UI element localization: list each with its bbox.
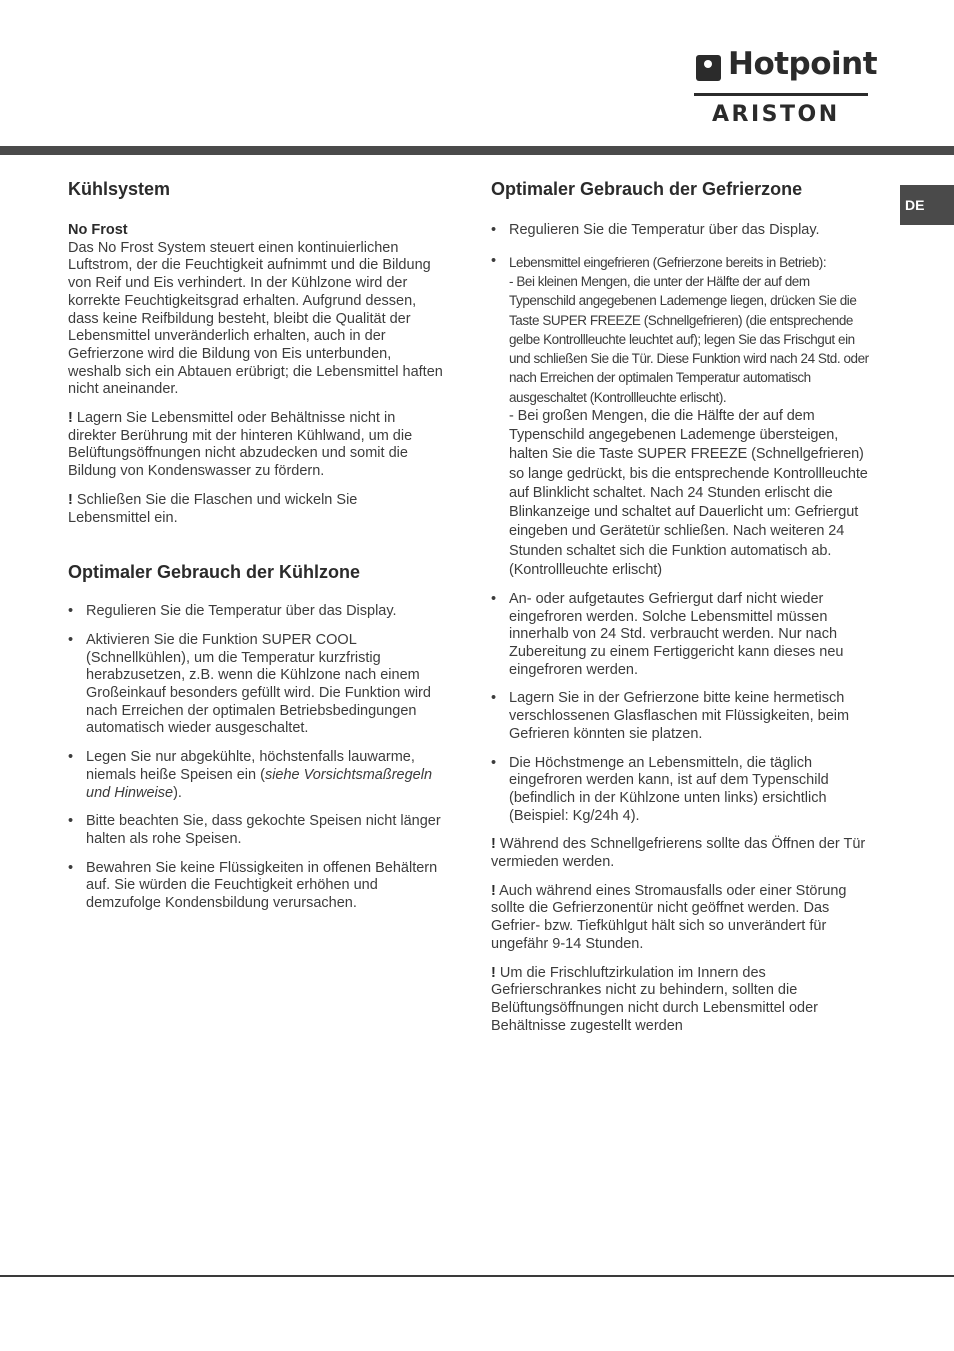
warning-paragraph [491, 836, 871, 871]
brand-sub: ARISTON [712, 102, 840, 127]
no-frost-text: Das No Frost System steuert einen kontinuierlichen Luftstrom, der die Feuchtigkeit aufnimmt und die Bildung von Reif und Eis verhindert. In der Kühlzone wird der korrekte Feuchtigkeitsgrad erhalten. Aufgrund dessen, dass keine Reifbildung besteht, bleibt die Qualität der Lebensmittel unveränderlich erhalten, auch in der Gefrierzone wird die Bildung von Eis unterbunden, weshalb sich ein Abtauen erübrigt; die Lebensmittel haften nicht aneinander. [68, 239, 443, 398]
warning-text: Lagern Sie Lebensmittel oder Behältnisse nicht in direkter Berührung mit der hinteren Kühlwand, um die Belüftungsöffnungen nicht abzudecken und somit die Bildung von Kondenswasser zu fördern. [68, 410, 413, 480]
warning-text: Um die Frischluftzirkulation im Innern des Gefrierschrankes nicht zu behindern, sollten die Belüftungsöffnungen nicht durch Lebensmittel oder Behältnisse zugestellt werden [491, 964, 819, 1034]
list-item: • Aktivieren Sie die Funktion SUPER COOL (Schnellkühlen), um die Temperatur kurzfristig herabzusetzen, z.B. wenn die Kühlzone nach einem Großeinkauf besonders gefüllt wird. Die Funktion wird nach Erreichen der optimalen Betriebsbedingungen automatisch wieder ausgeschaltet. [68, 632, 443, 738]
footer-rule [0, 1275, 954, 1277]
list-item-text: - Bei kleinen Mengen, die unter der Hälfte der auf dem Typenschild angegebenen Lademenge liegen, drücken Sie die Taste SUPER FREEZE (Schnellgefrieren) (die entsprechende gelbe Kontrollleuchte leuchtet auf); legen Sie das Frischgut ein und schließen Sie die Tür. Diese Funktion wird nach 24 Std. oder nach Erreichen der optimalen Temperatur automatisch ausgeschaltet (Kontrollleuchte erlischt). [509, 274, 869, 405]
list-item: • Bewahren Sie keine Flüssigkeiten in offenen Behältern auf. Sie würden die Feuchtigkeit erhöhen und demzufolge Kondensbildung verursachen. [68, 860, 443, 913]
list-item-text: - Bei großen Mengen, die die Hälfte der auf dem Typenschild angegebenen Lademenge übersteigen, halten Sie die Taste SUPER FREEZE (Schnellgefrieren) so lange gedrückt, bis die entsprechende Kontrollleuchte auf Blinklicht schaltet. Nach 24 Stunden erlischt die Blinkanzeige und schaltet auf Dauerlicht um: Gefriergut eingeben und Gerätetür schließen. Nach weiteren 24 Stunden schaltet sich die Funktion automatisch ab. (Kontrollleuchte erlischt) [509, 408, 868, 578]
warning-paragraph [491, 883, 871, 954]
list-item: • Regulieren Sie die Temperatur über das Display. [68, 603, 443, 621]
brand-logo [694, 46, 878, 127]
list-item-emphasis: siehe Vorsichtsmaßregeln und Hinweise [86, 766, 433, 801]
warning-paragraph [68, 410, 443, 481]
list-item-text: • Lebensmittel eingefrieren (Gefrierzone bereits in Betrieb): [509, 254, 827, 270]
gefrierzone-list [491, 222, 871, 825]
warning-text: Auch während eines Stromausfalls oder einer Störung sollte die Gefrierzonentür nicht geöffnet werden. Das Gefrier- bzw. Tiefkühlgut hält sich so unverändert für ungefähr 9-14 Stunden. [491, 882, 847, 952]
language-tab: DE [900, 185, 954, 225]
heading-kuehlzone: Optimaler Gebrauch der Kühlzone [68, 562, 361, 583]
list-item: • Lagern Sie in der Gefrierzone bitte keine hermetisch verschlossenen Glasflaschen mit Flüssigkeiten, beim Gefrieren könnten sie platzen. [491, 690, 871, 743]
list-item: • Regulieren Sie die Temperatur über das Display. [491, 222, 871, 240]
warning-paragraph [491, 965, 871, 1036]
list-item-text: Legen Sie nur abgekühlte, höchstenfalls lauwarme, niemals heiße Speisen ein ( [86, 749, 415, 783]
list-item: • Bitte beachten Sie, dass gekochte Speisen nicht länger halten als rohe Speisen. [68, 813, 443, 848]
list-item-text: ). [173, 784, 182, 801]
list-item: • An- oder aufgetautes Gefriergut darf nicht wieder eingefroren werden. Solche Lebensmittel müssen innerhalb von 24 Std. verbraucht werden. Nur nach Zubereitung zu einem Fertiggericht kann dieses neu eingefroren werden. [491, 591, 871, 680]
list-item [68, 749, 443, 802]
warning-paragraph [68, 492, 443, 527]
kuehlzone-list [68, 603, 443, 913]
warning-mark: ! [68, 410, 73, 427]
subheading-no-frost: No Frost [68, 222, 128, 238]
warning-text: Schließen Sie die Flaschen und wickeln Sie Lebensmittel ein. [68, 491, 358, 526]
logo-rule [694, 93, 868, 96]
brand-name: Hotpoint [728, 46, 878, 82]
left-column [68, 178, 443, 924]
list-item [491, 253, 871, 580]
heading-gefrierzone: Optimaler Gebrauch der Gefrierzone [491, 179, 803, 199]
heading-kuehlsystem: Kühlsystem [68, 179, 171, 199]
list-item: • Die Höchstmenge an Lebensmitteln, die täglich eingefroren werden kann, ist auf dem Typenschild (befindlich in der Kühlzone unten links) ersichtlich (Beispiel: Kg/24h 4). [491, 755, 871, 826]
logo-mark-icon [696, 55, 721, 81]
warning-text: Während des Schnellgefrierens sollte das Öffnen der Tür vermieden werden. [491, 836, 866, 871]
header-bar [0, 146, 954, 155]
right-column [491, 178, 871, 1046]
warning-mark: ! [491, 882, 496, 899]
warning-mark: ! [491, 964, 496, 981]
warning-mark: ! [68, 491, 73, 508]
warning-mark: ! [491, 836, 496, 853]
